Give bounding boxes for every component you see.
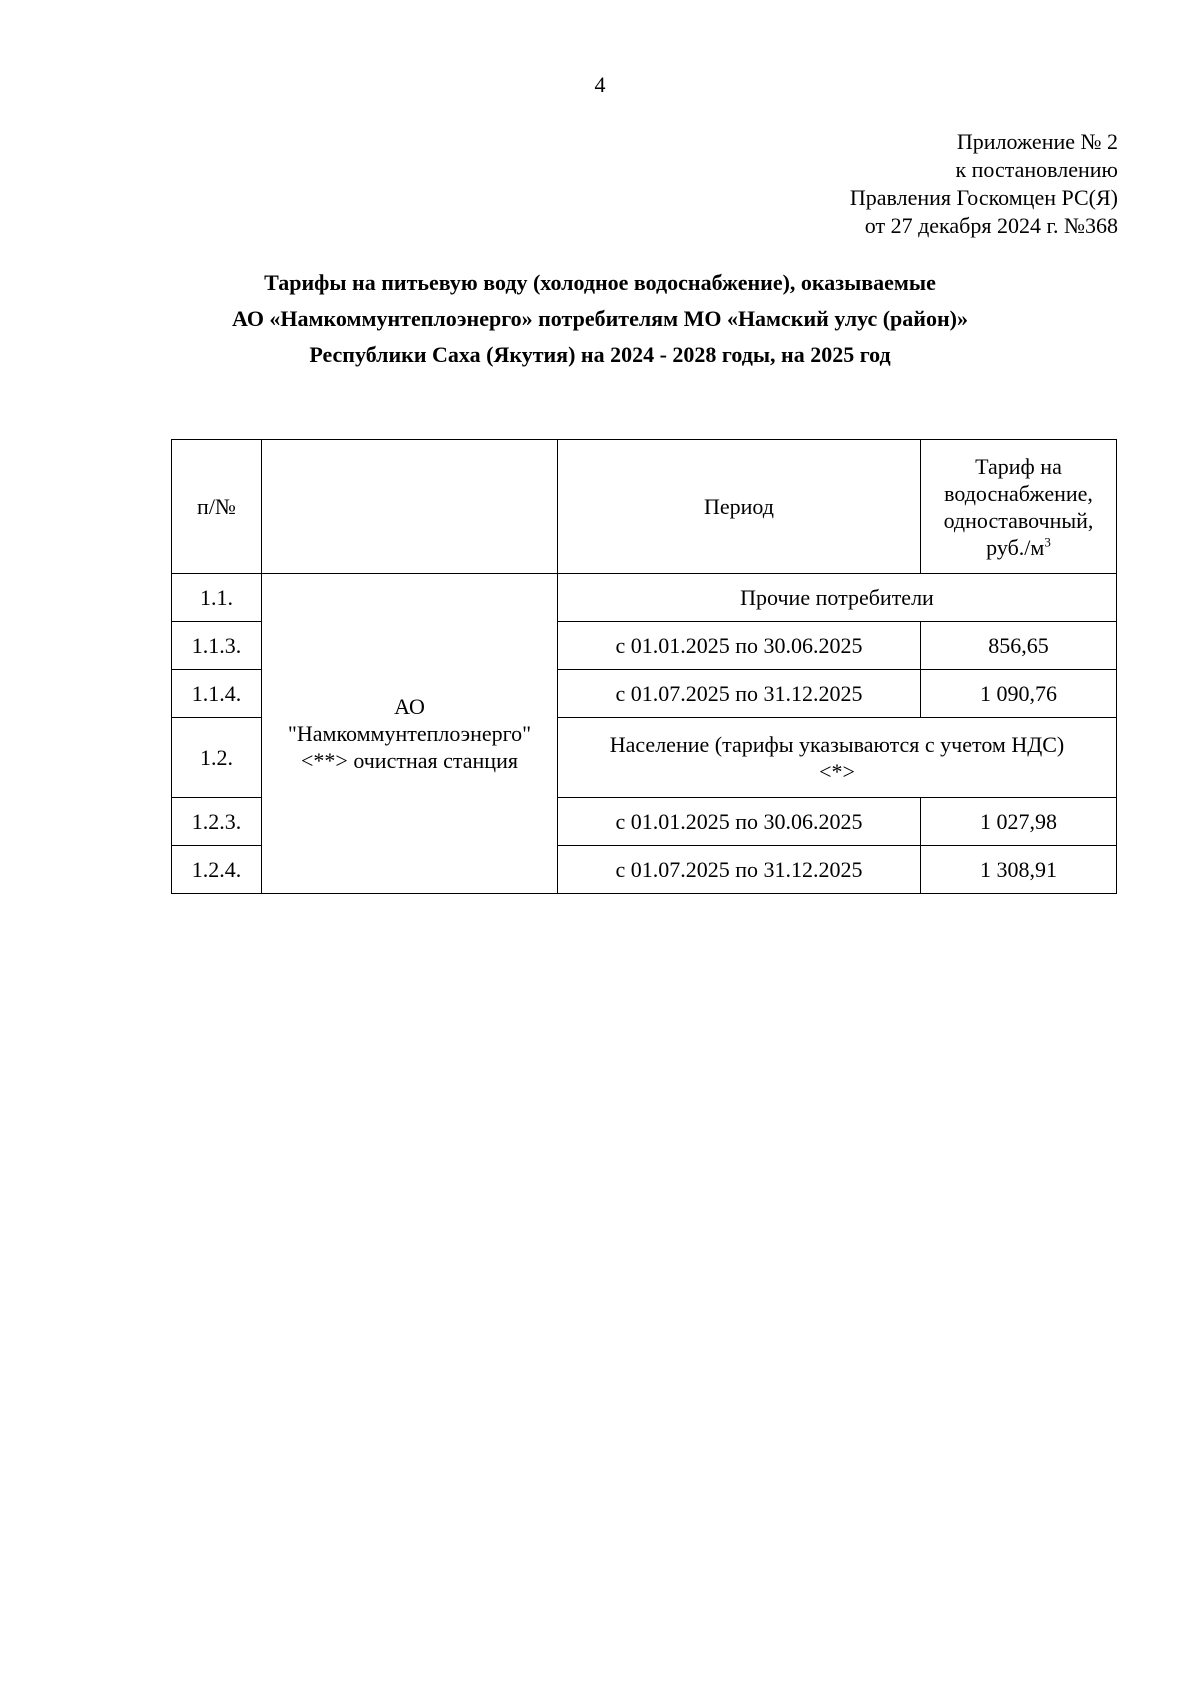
header-tariff-line: Тариф на: [975, 453, 1062, 479]
group-header: [558, 718, 1117, 798]
header-tariff-line: водоснабжение,: [944, 480, 1093, 506]
appendix-line: Правления Госкомцен РС(Я): [849, 185, 1118, 210]
header-period: Период: [558, 440, 921, 574]
organization-cell: [262, 574, 558, 894]
title-line: Тарифы на питьевую воду (холодное водоснабжение), оказываемые: [264, 270, 936, 295]
unit-text: руб./м: [986, 534, 1045, 560]
row-period: с 01.07.2025 по 31.12.2025: [558, 670, 921, 718]
row-period: с 01.01.2025 по 30.06.2025: [558, 622, 921, 670]
title-line: Республики Саха (Якутия) на 2024 - 2028 годы, на 2025 год: [309, 342, 891, 367]
organization-line: <**> очистная станция: [301, 748, 518, 773]
appendix-line: к постановлению: [955, 157, 1118, 182]
row-num: 1.2.3.: [172, 798, 262, 846]
row-tariff: 856,65: [921, 622, 1117, 670]
organization-line: АО: [394, 694, 425, 719]
table-header-row: [172, 440, 1117, 574]
header-org: [262, 440, 558, 574]
group-header: Прочие потребители: [558, 574, 1117, 622]
row-num: 1.1.4.: [172, 670, 262, 718]
row-period: с 01.07.2025 по 31.12.2025: [558, 846, 921, 894]
header-tariff-line: одноставочный,: [943, 507, 1094, 533]
header-tariff-line: [927, 534, 1110, 561]
header-num: п/№: [172, 440, 262, 574]
row-period: с 01.01.2025 по 30.06.2025: [558, 798, 921, 846]
document-title: [0, 265, 1200, 373]
header-tariff: [921, 440, 1117, 574]
row-num: 1.2.4.: [172, 846, 262, 894]
tariff-table: [171, 439, 1117, 894]
table-row: [172, 574, 1117, 622]
group-header-line: Население (тарифы указываются с учетом НДС): [609, 731, 1065, 757]
page-number: 4: [594, 72, 606, 97]
appendix-line: от 27 декабря 2024 г. №368: [864, 213, 1118, 238]
group-header-line: <*>: [819, 758, 855, 784]
appendix-block: [850, 128, 1118, 240]
unit-superscript: 3: [1044, 534, 1051, 550]
row-num: 1.2.: [172, 718, 262, 798]
title-line: АО «Намкоммунтеплоэнерго» потребителям МО «Намский улус (район)»: [232, 306, 968, 331]
row-num: 1.1.: [172, 574, 262, 622]
organization-line: "Намкоммунтеплоэнерго": [287, 721, 532, 746]
row-num: 1.1.3.: [172, 622, 262, 670]
row-tariff: 1 308,91: [921, 846, 1117, 894]
appendix-line: Приложение № 2: [956, 129, 1118, 154]
row-tariff: 1 090,76: [921, 670, 1117, 718]
row-tariff: 1 027,98: [921, 798, 1117, 846]
